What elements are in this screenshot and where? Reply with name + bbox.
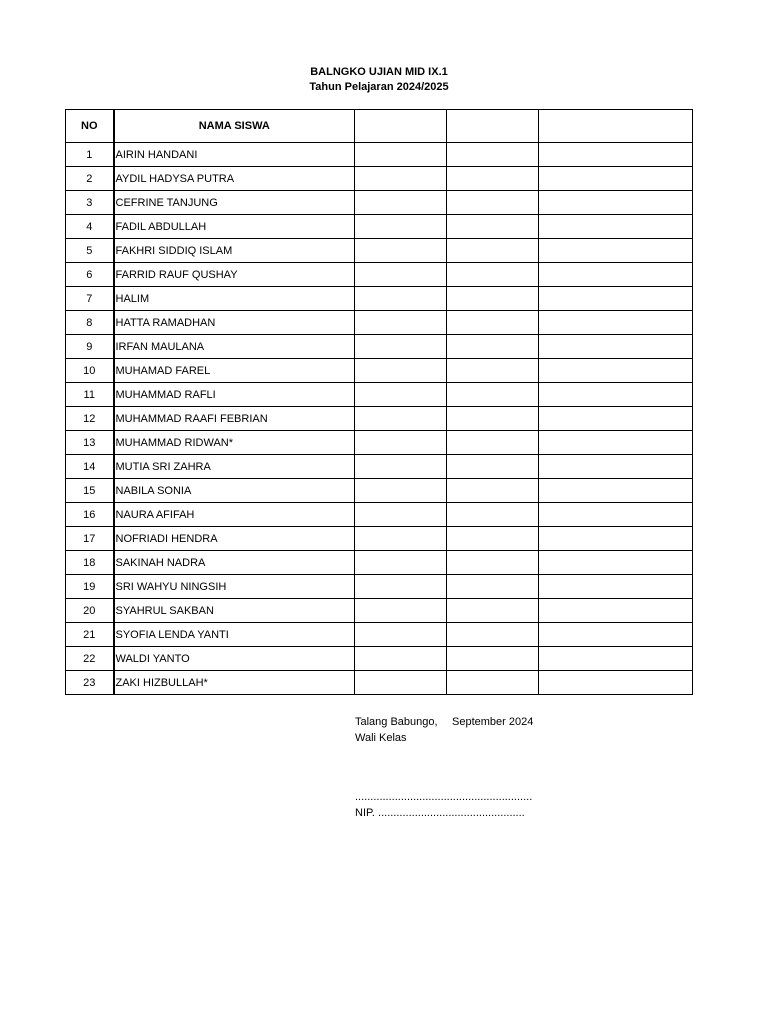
table-row (66, 191, 693, 215)
row-number: 5 (66, 239, 114, 263)
table-row (66, 239, 693, 263)
blank-cell-1 (355, 623, 447, 647)
table-row (66, 479, 693, 503)
blank-cell-3 (539, 167, 693, 191)
table-row (66, 287, 693, 311)
blank-cell-2 (447, 623, 539, 647)
blank-cell-2 (447, 647, 539, 671)
blank-cell-3 (539, 191, 693, 215)
blank-cell-1 (355, 407, 447, 431)
blank-cell-3 (539, 335, 693, 359)
table-row (66, 623, 693, 647)
table-row (66, 335, 693, 359)
table-header-row (66, 110, 693, 143)
row-number: 8 (66, 311, 114, 335)
row-number: 11 (66, 383, 114, 407)
blank-cell-2 (447, 527, 539, 551)
row-number: 15 (66, 479, 114, 503)
blank-cell-2 (447, 287, 539, 311)
blank-cell-2 (447, 191, 539, 215)
row-number: 14 (66, 455, 114, 479)
blank-cell-1 (355, 551, 447, 575)
table-row (66, 263, 693, 287)
table-row (66, 575, 693, 599)
blank-cell-1 (355, 383, 447, 407)
blank-cell-3 (539, 431, 693, 455)
blank-cell-2 (447, 359, 539, 383)
row-number: 17 (66, 527, 114, 551)
blank-cell-1 (355, 431, 447, 455)
blank-cell-2 (447, 215, 539, 239)
student-name: WALDI YANTO (114, 647, 355, 671)
blank-cell-1 (355, 287, 447, 311)
blank-cell-3 (539, 287, 693, 311)
blank-cell-1 (355, 455, 447, 479)
blank-cell-3 (539, 527, 693, 551)
blank-cell-2 (447, 671, 539, 695)
table-row (66, 647, 693, 671)
column-header-blank-2 (447, 110, 539, 143)
row-number: 13 (66, 431, 114, 455)
blank-cell-3 (539, 311, 693, 335)
blank-cell-3 (539, 215, 693, 239)
row-number: 18 (66, 551, 114, 575)
student-name: FARRID RAUF QUSHAY (114, 263, 355, 287)
document-subtitle: Tahun Pelajaran 2024/2025 (309, 81, 449, 93)
blank-cell-3 (539, 623, 693, 647)
blank-cell-2 (447, 575, 539, 599)
table-row (66, 503, 693, 527)
table-row (66, 359, 693, 383)
row-number: 1 (66, 143, 114, 167)
blank-cell-3 (539, 263, 693, 287)
student-name: ZAKI HIZBULLAH* (114, 671, 355, 695)
student-name: MUTIA SRI ZAHRA (114, 455, 355, 479)
table-row (66, 551, 693, 575)
column-header-blank-3 (539, 110, 693, 143)
row-number: 2 (66, 167, 114, 191)
row-number: 12 (66, 407, 114, 431)
row-number: 16 (66, 503, 114, 527)
table-row (66, 671, 693, 695)
student-name: HALIM (114, 287, 355, 311)
column-header-blank-1 (355, 110, 447, 143)
blank-cell-3 (539, 407, 693, 431)
blank-cell-2 (447, 479, 539, 503)
blank-cell-2 (447, 407, 539, 431)
student-name: NAURA AFIFAH (114, 503, 355, 527)
table-row (66, 311, 693, 335)
signature-place: Talang Babungo, (355, 716, 438, 728)
row-number: 3 (66, 191, 114, 215)
blank-cell-3 (539, 503, 693, 527)
blank-cell-2 (447, 383, 539, 407)
blank-cell-2 (447, 143, 539, 167)
student-name: SRI WAHYU NINGSIH (114, 575, 355, 599)
blank-cell-3 (539, 575, 693, 599)
table-row (66, 407, 693, 431)
student-name: HATTA RAMADHAN (114, 311, 355, 335)
blank-cell-2 (447, 431, 539, 455)
blank-cell-1 (355, 239, 447, 263)
blank-cell-3 (539, 671, 693, 695)
row-number: 21 (66, 623, 114, 647)
blank-cell-1 (355, 479, 447, 503)
blank-cell-2 (447, 551, 539, 575)
blank-cell-3 (539, 239, 693, 263)
blank-cell-3 (539, 455, 693, 479)
blank-cell-3 (539, 143, 693, 167)
student-name: MUHAMMAD RIDWAN* (114, 431, 355, 455)
student-name: SAKINAH NADRA (114, 551, 355, 575)
blank-cell-3 (539, 551, 693, 575)
nip-line: NIP. ................................................ (355, 807, 525, 819)
student-name: MUHAMMAD RAAFI FEBRIAN (114, 407, 355, 431)
row-number: 4 (66, 215, 114, 239)
row-number: 19 (66, 575, 114, 599)
table-row (66, 455, 693, 479)
column-header-nama-siswa: NAMA SISWA (114, 110, 355, 143)
row-number: 6 (66, 263, 114, 287)
blank-cell-2 (447, 335, 539, 359)
blank-cell-1 (355, 647, 447, 671)
student-name: MUHAMMAD RAFLI (114, 383, 355, 407)
row-number: 22 (66, 647, 114, 671)
column-header-no: NO (66, 110, 114, 143)
row-number: 9 (66, 335, 114, 359)
blank-cell-1 (355, 527, 447, 551)
blank-cell-1 (355, 311, 447, 335)
blank-cell-1 (355, 599, 447, 623)
blank-cell-3 (539, 479, 693, 503)
blank-cell-1 (355, 191, 447, 215)
table-row (66, 527, 693, 551)
student-name: FAKHRI SIDDIQ ISLAM (114, 239, 355, 263)
blank-cell-2 (447, 503, 539, 527)
student-name: SYOFIA LENDA YANTI (114, 623, 355, 647)
table-row (66, 599, 693, 623)
student-name: SYAHRUL SAKBAN (114, 599, 355, 623)
table-row (66, 383, 693, 407)
student-name: IRFAN MAULANA (114, 335, 355, 359)
document-title: BALNGKO UJIAN MID IX.1 (310, 66, 448, 78)
student-table (65, 109, 693, 695)
student-name: AYDIL HADYSA PUTRA (114, 167, 355, 191)
blank-cell-2 (447, 599, 539, 623)
signature-line: .......................................................... (355, 791, 533, 803)
student-name: NABILA SONIA (114, 479, 355, 503)
blank-cell-3 (539, 359, 693, 383)
blank-cell-3 (539, 383, 693, 407)
blank-cell-1 (355, 335, 447, 359)
blank-cell-1 (355, 671, 447, 695)
table-row (66, 143, 693, 167)
student-name: MUHAMAD FAREL (114, 359, 355, 383)
blank-cell-2 (447, 311, 539, 335)
row-number: 20 (66, 599, 114, 623)
student-name: NOFRIADI HENDRA (114, 527, 355, 551)
blank-cell-3 (539, 599, 693, 623)
blank-cell-1 (355, 143, 447, 167)
blank-cell-1 (355, 167, 447, 191)
table-row (66, 167, 693, 191)
student-name: AIRIN HANDANI (114, 143, 355, 167)
blank-cell-2 (447, 239, 539, 263)
blank-cell-1 (355, 575, 447, 599)
signature-date: September 2024 (452, 716, 534, 728)
blank-cell-1 (355, 263, 447, 287)
student-name: FADIL ABDULLAH (114, 215, 355, 239)
blank-cell-1 (355, 215, 447, 239)
blank-cell-2 (447, 263, 539, 287)
table-row (66, 431, 693, 455)
blank-cell-1 (355, 503, 447, 527)
table-row (66, 215, 693, 239)
blank-cell-3 (539, 647, 693, 671)
blank-cell-2 (447, 455, 539, 479)
signature-role: Wali Kelas (355, 732, 407, 744)
row-number: 10 (66, 359, 114, 383)
row-number: 23 (66, 671, 114, 695)
blank-cell-1 (355, 359, 447, 383)
student-name: CEFRINE TANJUNG (114, 191, 355, 215)
row-number: 7 (66, 287, 114, 311)
blank-cell-2 (447, 167, 539, 191)
